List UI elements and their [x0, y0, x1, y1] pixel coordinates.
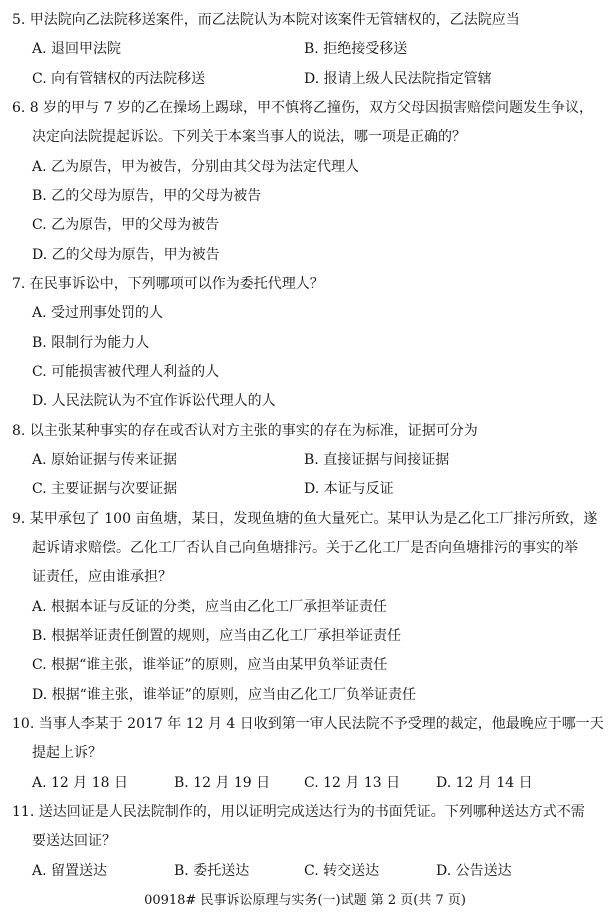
question-5-option-b: B. 拒绝接受移送 — [304, 41, 408, 57]
page-footer: 00918# 民事诉讼原理与实务(一)试题 第 2 页(共 7 页) — [144, 893, 466, 908]
question-6-option-d: D. 乙的父母为原告，甲为被告 — [32, 247, 220, 263]
question-7-option-a: A. 受过刑事处罚的人 — [32, 305, 164, 321]
question-6-stem-line-1: 6. 8 岁的甲与 7 岁的乙在操场上踢球，甲不慎将乙撞伤，双方父母因损害赔偿问题发生争议， — [12, 100, 593, 116]
question-10-option-c: C. 12 月 13 日 — [304, 775, 401, 791]
question-6-stem-line-2: 决定向法院提起诉讼。下列关于本案当事人的说法，哪一项是正确的？ — [32, 129, 466, 145]
question-9-stem-line-1: 9. 某甲承包了 100 亩鱼塘，某日，发现鱼塘的鱼大量死亡。某甲认为是乙化工厂排污所致，遂 — [12, 511, 598, 527]
question-10-option-a: A. 12 月 18 日 — [32, 775, 128, 791]
question-8-stem: 8. 以主张某种事实的存在或否认对方主张的事实的存在为标准，证据可分为 — [12, 423, 478, 439]
question-5-option-a: A. 退回甲法院 — [32, 41, 122, 57]
question-9-option-a: A. 根据本证与反证的分类，应当由乙化工厂承担举证责任 — [32, 599, 388, 615]
question-6-option-b: B. 乙的父母为原告，甲的父母为被告 — [32, 188, 262, 204]
question-11-stem-line-2: 要送达回证？ — [32, 833, 116, 849]
question-7-option-c: C. 可能损害被代理人利益的人 — [32, 364, 220, 380]
question-10-option-b: B. 12 月 19 日 — [174, 775, 271, 791]
question-9-stem-line-2: 起诉请求赔偿。乙化工厂否认自己向鱼塘排污。关于乙化工厂是否向鱼塘排污的事实的举 — [32, 540, 578, 556]
question-8-option-d: D. 本证与反证 — [304, 481, 394, 497]
question-9-stem-line-3: 证责任，应由谁承担？ — [32, 569, 172, 585]
question-7-stem: 7. 在民事诉讼中，下列哪项可以作为委托代理人？ — [12, 276, 324, 292]
question-11-option-b: B. 委托送达 — [174, 863, 250, 879]
question-9-option-d: D. 根据“谁主张，谁举证”的原则，应当由乙化工厂负举证责任 — [32, 687, 416, 703]
question-7-option-b: B. 限制行为能力人 — [32, 335, 150, 351]
question-8-option-a: A. 原始证据与传来证据 — [32, 452, 178, 468]
question-9-option-b: B. 根据举证责任倒置的规则，应当由乙化工厂承担举证责任 — [32, 628, 402, 644]
question-11-option-a: A. 留置送达 — [32, 863, 108, 879]
question-11-option-d: D. 公告送达 — [436, 863, 512, 879]
question-5-option-d: D. 报请上级人民法院指定管辖 — [304, 71, 492, 87]
question-10-stem-line-1: 10. 当事人李某于 2017 年 12 月 4 日收到第一审人民法院不予受理的裁定，他最晚应于哪一天 — [12, 716, 604, 732]
question-7-option-d: D. 人民法院认为不宜作诉讼代理人的人 — [32, 393, 276, 409]
question-9-option-c: C. 根据“谁主张，谁举证”的原则，应当由某甲负举证责任 — [32, 657, 388, 673]
question-11-stem-line-1: 11. 送达回证是人民法院制作的，用以证明完成送达行为的书面凭证。下列哪种送达方式不需 — [12, 804, 585, 820]
question-11-option-c: C. 转交送达 — [304, 863, 380, 879]
question-5-option-c: C. 向有管辖权的丙法院移送 — [32, 71, 206, 87]
question-10-stem-line-2: 提起上诉？ — [32, 745, 102, 761]
question-6-option-c: C. 乙为原告，甲的父母为被告 — [32, 217, 220, 233]
question-5-stem: 5. 甲法院向乙法院移送案件，而乙法院认为本院对该案件无管辖权的，乙法院应当 — [12, 12, 520, 28]
question-6-option-a: A. 乙为原告，甲为被告，分别由其父母为法定代理人 — [32, 159, 360, 175]
question-8-option-c: C. 主要证据与次要证据 — [32, 481, 178, 497]
question-10-option-d: D. 12 月 14 日 — [436, 775, 533, 791]
question-8-option-b: B. 直接证据与间接证据 — [304, 452, 450, 468]
